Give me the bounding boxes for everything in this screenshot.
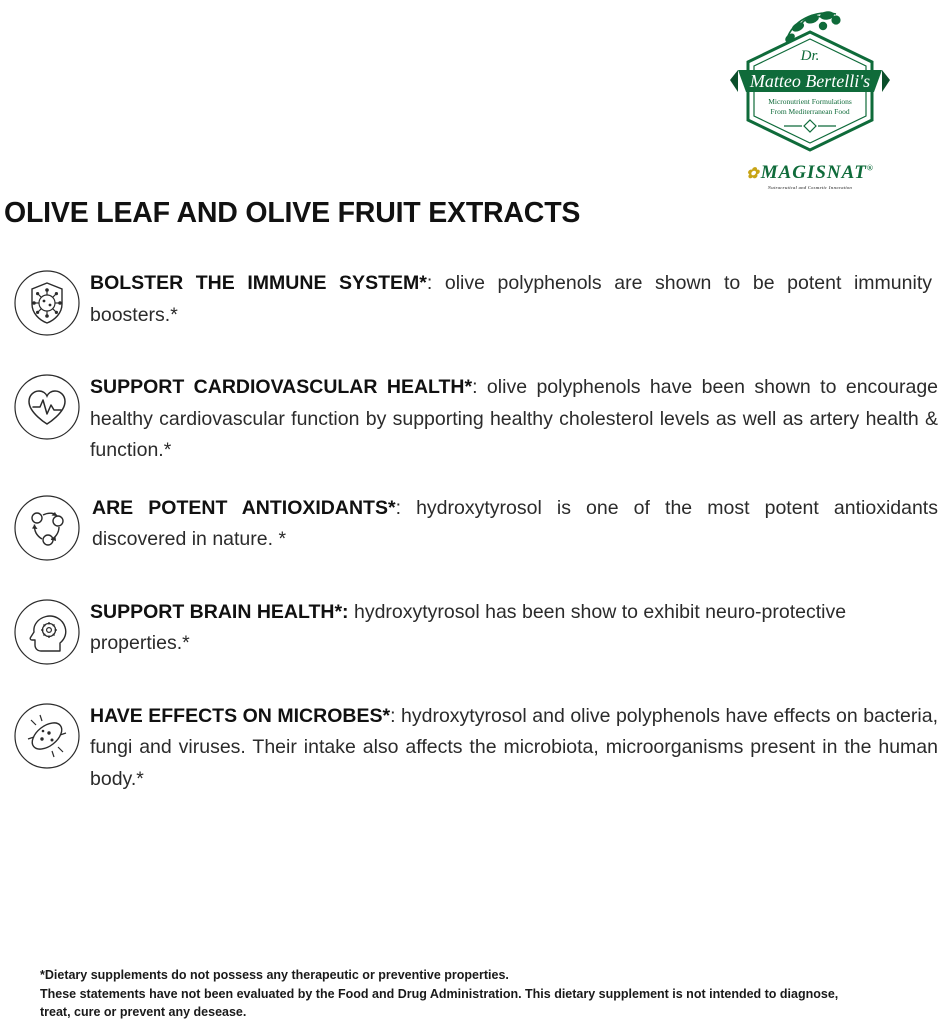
brand-logo [726,8,894,188]
brain-gear-head-icon [4,589,90,675]
benefit-text [90,701,942,796]
benefit-text [90,493,942,556]
benefit-body: hydroxytyrosol has been show to exhibit neuro-protective properties.* [90,600,847,655]
microbe-icon [4,693,90,779]
page-title: OLIVE LEAF AND OLIVE FRUIT EXTRACTS [4,197,581,230]
list-item [0,268,942,346]
list-item [0,597,942,675]
benefit-body: : hydroxytyrosol is one of the most potent antioxidants discovered in nature. * [92,496,938,551]
logo-leaf-accent-icon: ✿ [746,166,760,182]
benefit-heading: HAVE EFFECTS ON MICROBES* [90,704,391,727]
shield-virus-icon [4,260,90,346]
antioxidant-cycle-icon [4,485,90,571]
logo-magisnat-subtext: Nutraceutical and Cosmetic Innovation [767,185,853,190]
benefit-text [90,597,942,660]
logo-dr-text: Dr. [800,48,820,64]
logo-brand-name: Matteo Bertelli's [749,71,871,91]
logo-tagline-1: Micronutrient Formulations [768,97,852,106]
benefit-text [90,268,942,331]
benefit-body: : olive polyphenols are shown to be potent immunity boosters.* [90,272,932,326]
benefit-text [90,372,942,467]
heart-pulse-icon [4,364,90,450]
list-item [0,493,942,571]
benefit-heading: BOLSTER THE IMMUNE SYSTEM* [90,272,427,294]
list-item [0,372,942,467]
logo-magisnat-tm: ® [866,163,874,173]
benefit-heading: SUPPORT BRAIN HEALTH*: [90,600,349,623]
footnote-line-1: *Dietary supplements do not possess any therapeutic or preventive properties. [40,968,509,982]
footnote-line-2: These statements have not been evaluated by the Food and Drug Administration. This dietary supplement is not intended to diagnose, treat, cure or prevent any desease. [40,986,839,1019]
benefits-list [0,268,942,821]
logo-tagline-2: From Mediterranean Food [770,107,850,116]
list-item [0,701,942,796]
benefit-heading: SUPPORT CARDIOVASCULAR HEALTH* [90,376,473,398]
logo-badge-icon [726,8,894,160]
logo-magisnat-text: MAGISNAT [760,162,867,183]
footnote [40,966,870,1022]
benefit-body: : hydroxytyrosol and olive polyphenols have effects on bacteria, fungi and viruses. Their intake also affects the microbiota, microorganisms present in the human body.* [90,704,938,790]
logo-magisnat-wordmark [726,162,894,190]
benefit-body: : olive polyphenols have been shown to encourage healthy cardiovascular function by supporting healthy cholesterol levels as well as artery health & function.* [90,376,939,462]
benefit-heading: ARE POTENT ANTIOXIDANTS* [92,496,396,519]
